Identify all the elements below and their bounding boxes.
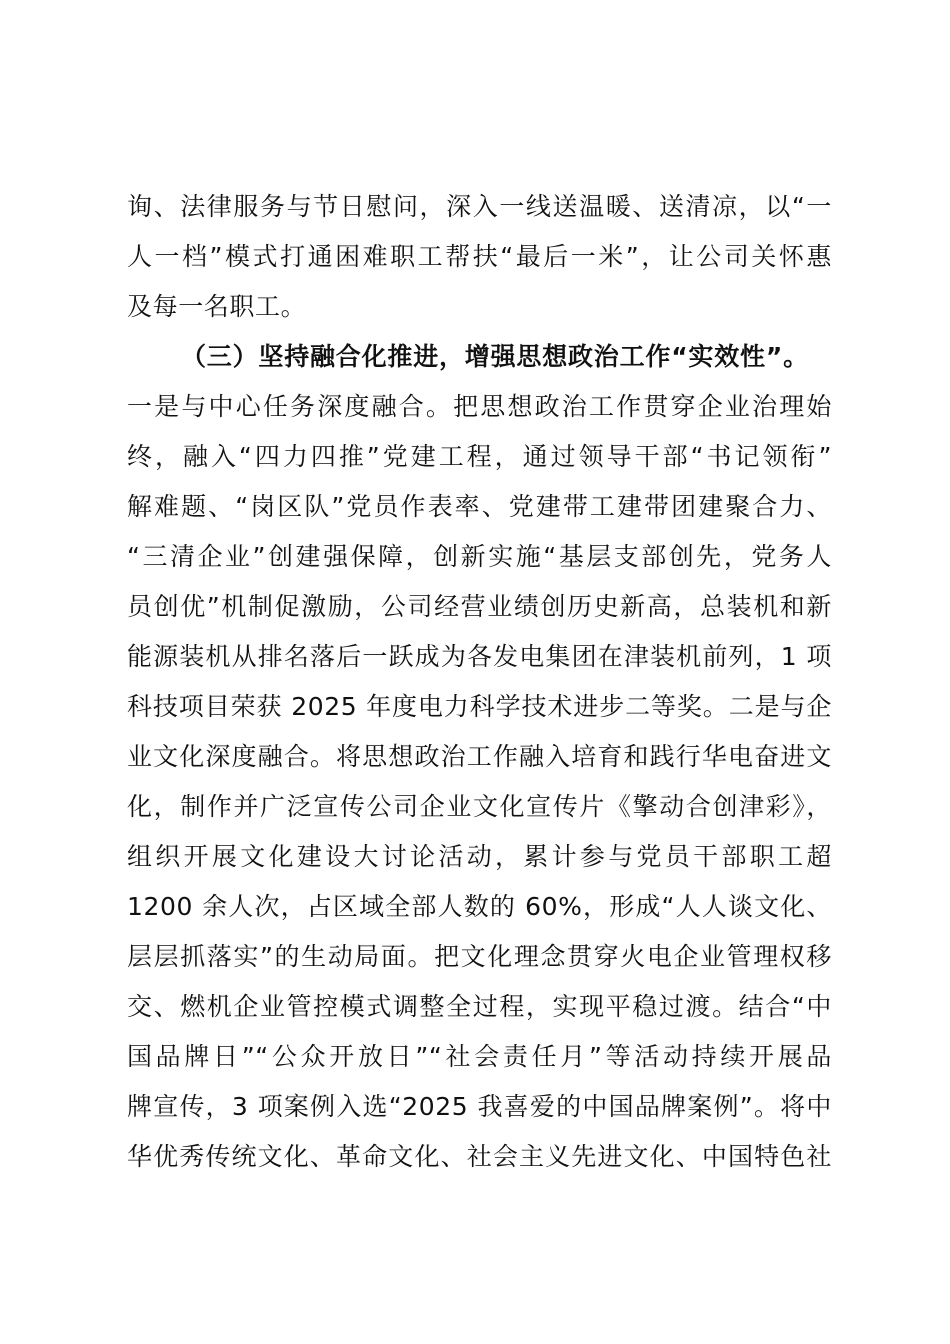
text-line: 1200 余人次，占区域全部人数的 60%，形成“人人谈文化、 xyxy=(127,892,832,921)
text-line: 华优秀传统文化、革命文化、社会主义先进文化、中国特色社 xyxy=(127,1142,832,1171)
text-line: 及每一名职工。 xyxy=(127,292,307,321)
text-line: 化，制作并广泛宣传公司企业文化宣传片《擎动合创津彩》， xyxy=(127,792,832,821)
text-line: 交、燃机企业管控模式调整全过程，实现平稳过渡。结合“中 xyxy=(127,992,832,1021)
text-line: “三清企业”创建强保障，创新实施“基层支部创先，党务人 xyxy=(127,542,832,571)
text-line: 解难题、“岗区队”党员作表率、党建带工建带团建聚合力、 xyxy=(127,492,832,521)
text-line: 牌宣传，3 项案例入选“2025 我喜爱的中国品牌案例”。将中 xyxy=(127,1092,832,1121)
document-body xyxy=(127,182,832,1182)
section-heading-text: （三）坚持融合化推进，增强思想政治工作“实效性”。 xyxy=(181,342,809,371)
text-line: 员创优”机制促激励，公司经营业绩创历史新高，总装机和新 xyxy=(127,592,832,621)
paragraph-care-services xyxy=(127,182,832,332)
text-line: 组织开展文化建设大讨论活动，累计参与党员干部职工超 xyxy=(127,842,832,871)
section-heading xyxy=(127,332,832,382)
text-line: 询、法律服务与节日慰问，深入一线送温暖、送清凉，以“一 xyxy=(127,192,832,221)
text-line: 科技项目荣获 2025 年度电力科学技术进步二等奖。二是与企 xyxy=(127,692,832,721)
text-line: 国品牌日”“公众开放日”“社会责任月”等活动持续开展品 xyxy=(127,1042,832,1071)
text-line: 层层抓落实”的生动局面。把文化理念贯穿火电企业管理权移 xyxy=(127,942,832,971)
text-line: 业文化深度融合。将思想政治工作融入培育和践行华电奋进文 xyxy=(127,742,832,771)
text-line: 终，融入“四力四推”党建工程，通过领导干部“书记领衔” xyxy=(127,442,832,471)
text-line: 一是与中心任务深度融合。把思想政治工作贯穿企业治理始 xyxy=(127,392,832,421)
text-line: 人一档”模式打通困难职工帮扶“最后一米”，让公司关怀惠 xyxy=(127,242,832,271)
text-line: 能源装机从排名落后一跃成为各发电集团在津装机前列，1 项 xyxy=(127,642,832,671)
paragraph-integration xyxy=(127,382,832,1182)
